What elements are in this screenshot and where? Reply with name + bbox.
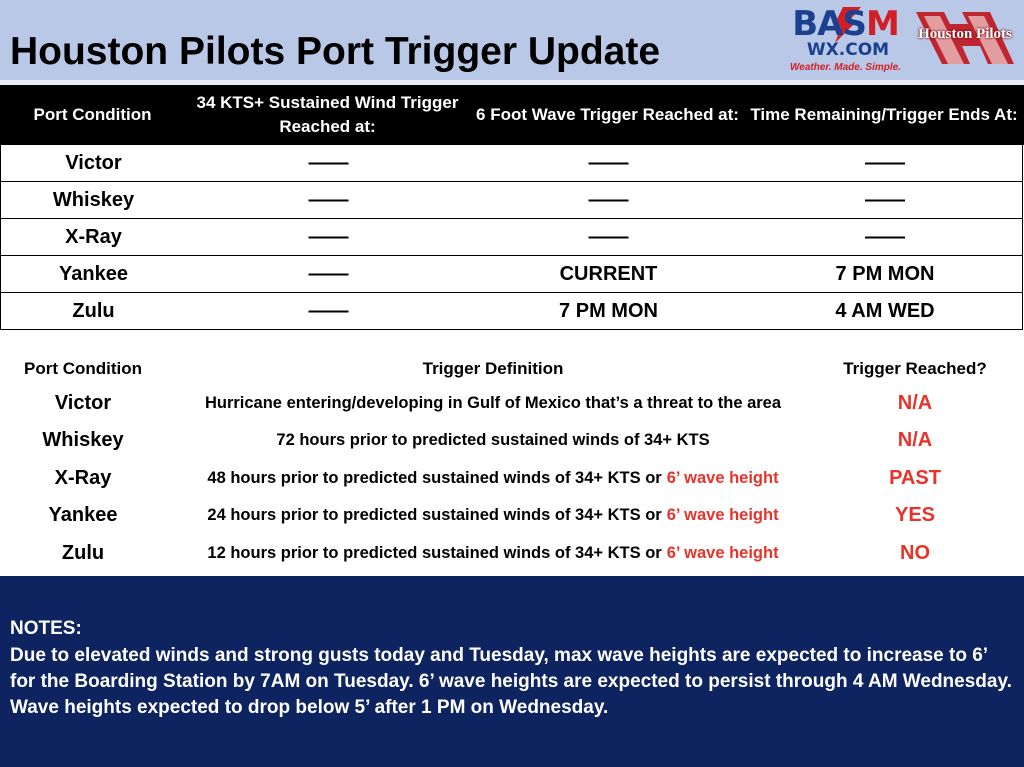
def-text [166, 460, 820, 497]
definition-row [0, 385, 1024, 422]
def-text-main: 12 hours prior to predicted sustained winds of 34+ KTS or [207, 544, 662, 562]
houston-pilots-name: Houston Pilots [918, 26, 1012, 42]
def-text-main: 24 hours prior to predicted sustained winds of 34+ KTS or [207, 506, 662, 524]
def-condition: Zulu [61, 542, 105, 564]
def-col-trigger-reached: Trigger Reached? [843, 359, 987, 378]
definition-row [0, 497, 1024, 534]
col-time-remaining: Time Remaining/Trigger Ends At: [750, 105, 1018, 124]
header-banner [0, 0, 1024, 80]
cell-wind: —— [308, 226, 349, 248]
cell-condition: Whiskey [52, 189, 135, 211]
def-text-main: 48 hours prior to predicted sustained winds of 34+ KTS or [207, 469, 662, 487]
notes-title: NOTES: [10, 618, 82, 639]
def-reached: NO [900, 542, 930, 564]
basm-logo-site: WX.COM [806, 40, 890, 60]
table-row [0, 256, 1023, 293]
def-col-port-condition: Port Condition [23, 359, 143, 378]
def-reached: N/A [897, 392, 933, 414]
status-table-header [0, 85, 1024, 145]
cell-condition: Zulu [72, 300, 115, 322]
def-text [166, 497, 820, 534]
def-reached: N/A [897, 429, 933, 451]
cell-wave: —— [588, 152, 629, 174]
houston-pilots-logo [910, 4, 1020, 74]
cell-wave: CURRENT [559, 263, 658, 285]
cell-wind: —— [308, 263, 349, 285]
col-port-condition: Port Condition [33, 105, 152, 124]
cell-condition: Victor [65, 152, 122, 174]
cell-time: —— [865, 152, 905, 174]
notes-panel [0, 576, 1024, 767]
cell-time: 7 PM MON [835, 263, 935, 285]
cell-wave: —— [588, 226, 629, 248]
cell-wind: —— [308, 189, 349, 211]
cell-wave: —— [588, 189, 629, 211]
def-condition: Victor [54, 392, 112, 414]
def-reached: YES [894, 504, 936, 526]
def-condition: Whiskey [42, 429, 124, 451]
page-title: Houston Pilots Port Trigger Update [10, 30, 661, 73]
table-row [0, 182, 1023, 219]
def-text-wave: 6’ wave height [666, 469, 779, 487]
table-row [0, 219, 1023, 256]
def-text-wave: 6’ wave height [666, 544, 779, 562]
def-condition: X-Ray [54, 467, 112, 489]
def-reached: PAST [889, 467, 941, 489]
def-condition: Yankee [48, 504, 118, 526]
def-text-main: 72 hours prior to predicted sustained winds of 34+ KTS [276, 431, 710, 449]
col-wave-trigger: 6 Foot Wave Trigger Reached at: [476, 105, 739, 124]
def-col-trigger-definition: Trigger Definition [422, 359, 564, 378]
cell-time: —— [865, 226, 905, 248]
cell-time: 4 AM WED [835, 300, 935, 322]
def-text-wave: 6’ wave height [666, 506, 779, 524]
basm-logo [783, 5, 908, 75]
cell-time: —— [865, 189, 905, 211]
col-wind-trigger: 34 KTS+ Sustained Wind Trigger Reached at: [196, 93, 459, 136]
basm-logo-tagline: Weather. Made. Simple. [790, 62, 901, 73]
def-text [166, 385, 820, 422]
definition-row [0, 422, 1024, 459]
def-text [166, 535, 820, 572]
basm-logo-word: BASM [792, 4, 899, 44]
def-text-main: Hurricane entering/developing in Gulf of Mexico that’s a threat to the area [204, 394, 782, 412]
cell-wind: —— [308, 152, 349, 174]
table-row [0, 293, 1023, 330]
table-row [0, 145, 1023, 182]
notes-body: Due to elevated winds and strong gusts today and Tuesday, max wave heights are expected to increase to 6’ for the Boarding Station by 7AM on Tuesday. 6’ wave heights are expected to persist through 4 AM Wednesday. Wave heights expected to drop below 5’ after 1 PM on Wednesday. [10, 645, 1012, 718]
cell-condition: Yankee [59, 263, 128, 285]
cell-wave: 7 PM MON [559, 300, 658, 322]
cell-wind: —— [308, 300, 349, 322]
definition-row [0, 460, 1024, 497]
definition-row [0, 535, 1024, 572]
cell-condition: X-Ray [65, 226, 122, 248]
def-text [166, 422, 820, 459]
